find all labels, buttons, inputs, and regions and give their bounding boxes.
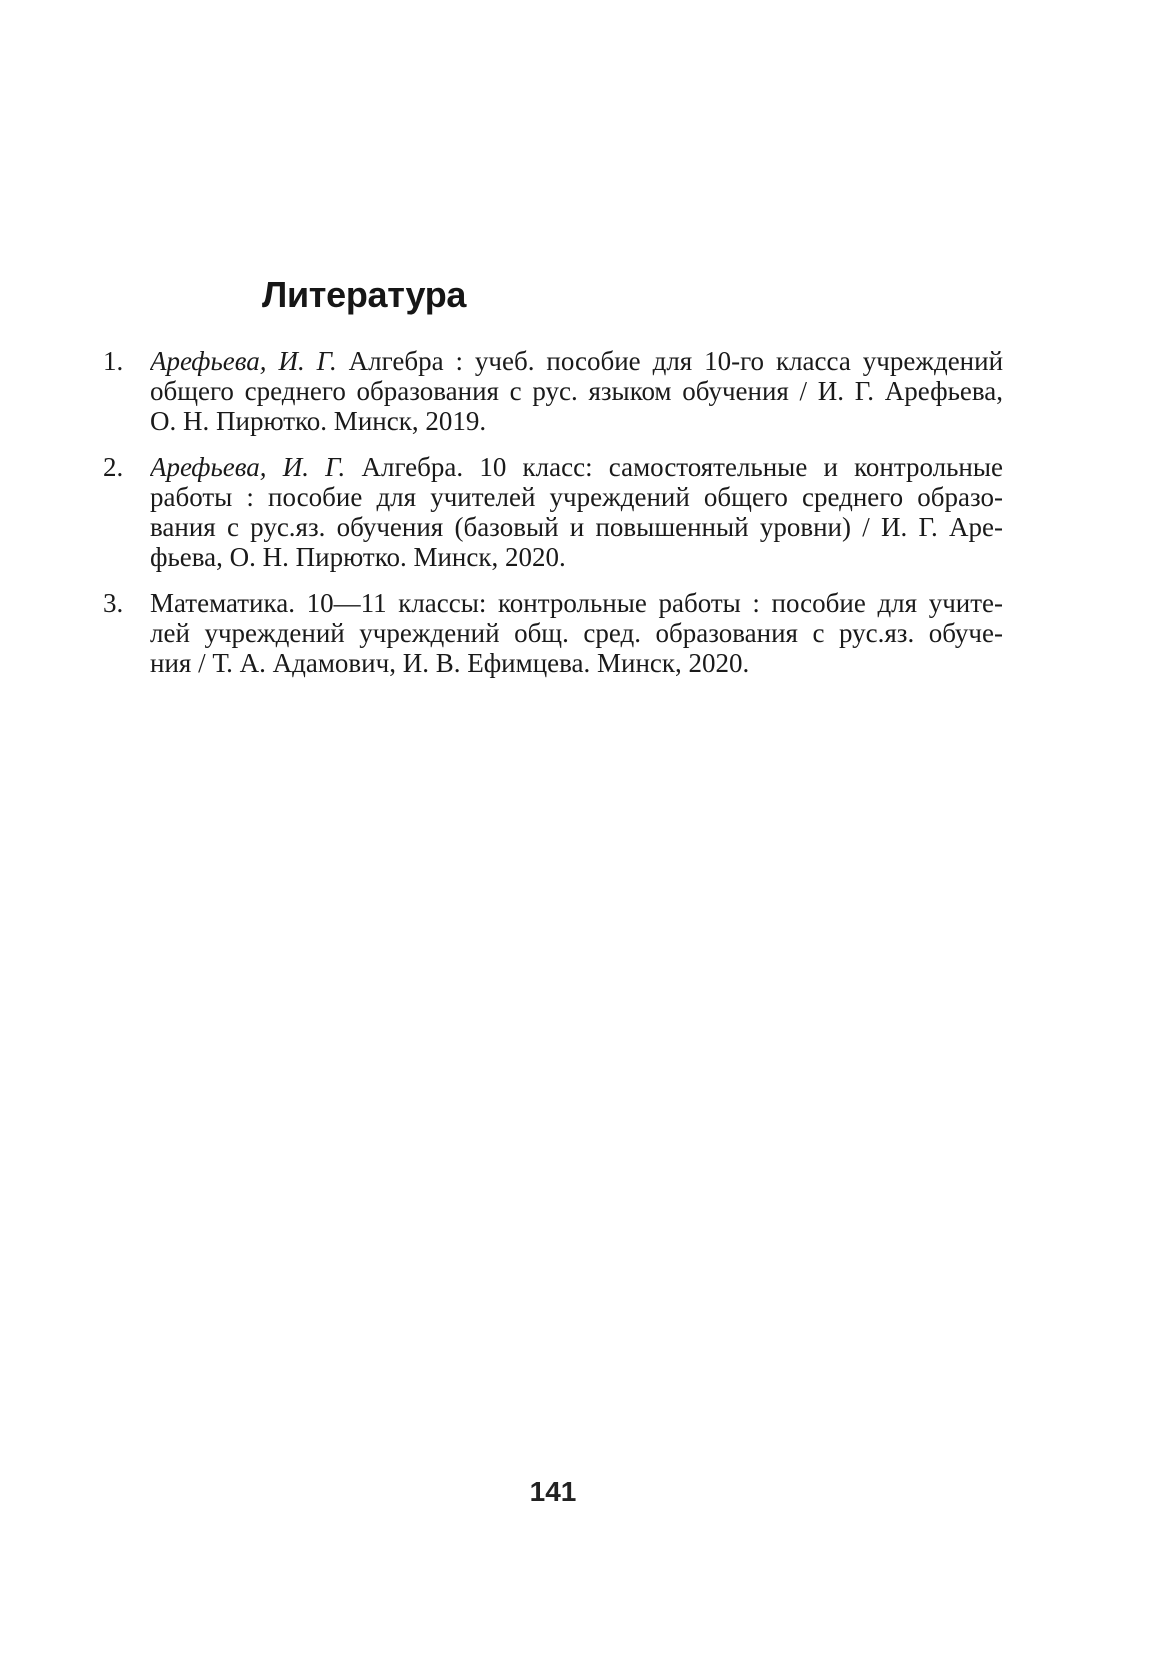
reference-text: Алгебра : учеб. пособие для 10-го класса учреждений: [348, 346, 1003, 376]
page-content: [103, 0, 1003, 694]
reference-line: Математика. 10—11 классы: контрольные работы : пособие для учите-: [150, 588, 1003, 618]
reference-author: Арефьева, И. Г.: [150, 346, 337, 376]
reference-text: Алгебра. 10 класс: самостоятельные и контрольные: [361, 452, 1003, 482]
reference-line: ния / Т. А. Адамович, И. В. Ефимцева. Минск, 2020.: [150, 648, 750, 678]
reference-line: работы : пособие для учителей учреждений общего среднего образо-: [150, 482, 1003, 512]
page-title: Литература: [262, 274, 467, 315]
page-number: 141: [529, 1476, 577, 1507]
reference-line: фьева, О. Н. Пирютко. Минск, 2020.: [150, 542, 566, 572]
reference-author: Арефьева, И. Г.: [150, 452, 346, 482]
reference-line: [150, 452, 1003, 482]
reference-list: [103, 346, 1003, 678]
reference-line: лей учреждений учреждений общ. сред. образования с рус.яз. обуче-: [150, 618, 1003, 648]
reference-line: общего среднего образования с рус. языком обучения / И. Г. Арефьева,: [150, 376, 1003, 406]
reference-item-2: [103, 452, 1003, 572]
reference-number: 2.: [103, 452, 124, 482]
reference-line: вания с рус.яз. обучения (базовый и повышенный уровни) / И. Г. Аре-: [150, 512, 1003, 542]
reference-line: [150, 346, 1003, 376]
reference-line: О. Н. Пирютко. Минск, 2019.: [150, 406, 487, 436]
reference-number: 3.: [103, 588, 124, 618]
reference-number: 1.: [103, 346, 124, 376]
reference-item-1: [103, 346, 1003, 436]
reference-item-3: [103, 588, 1003, 678]
